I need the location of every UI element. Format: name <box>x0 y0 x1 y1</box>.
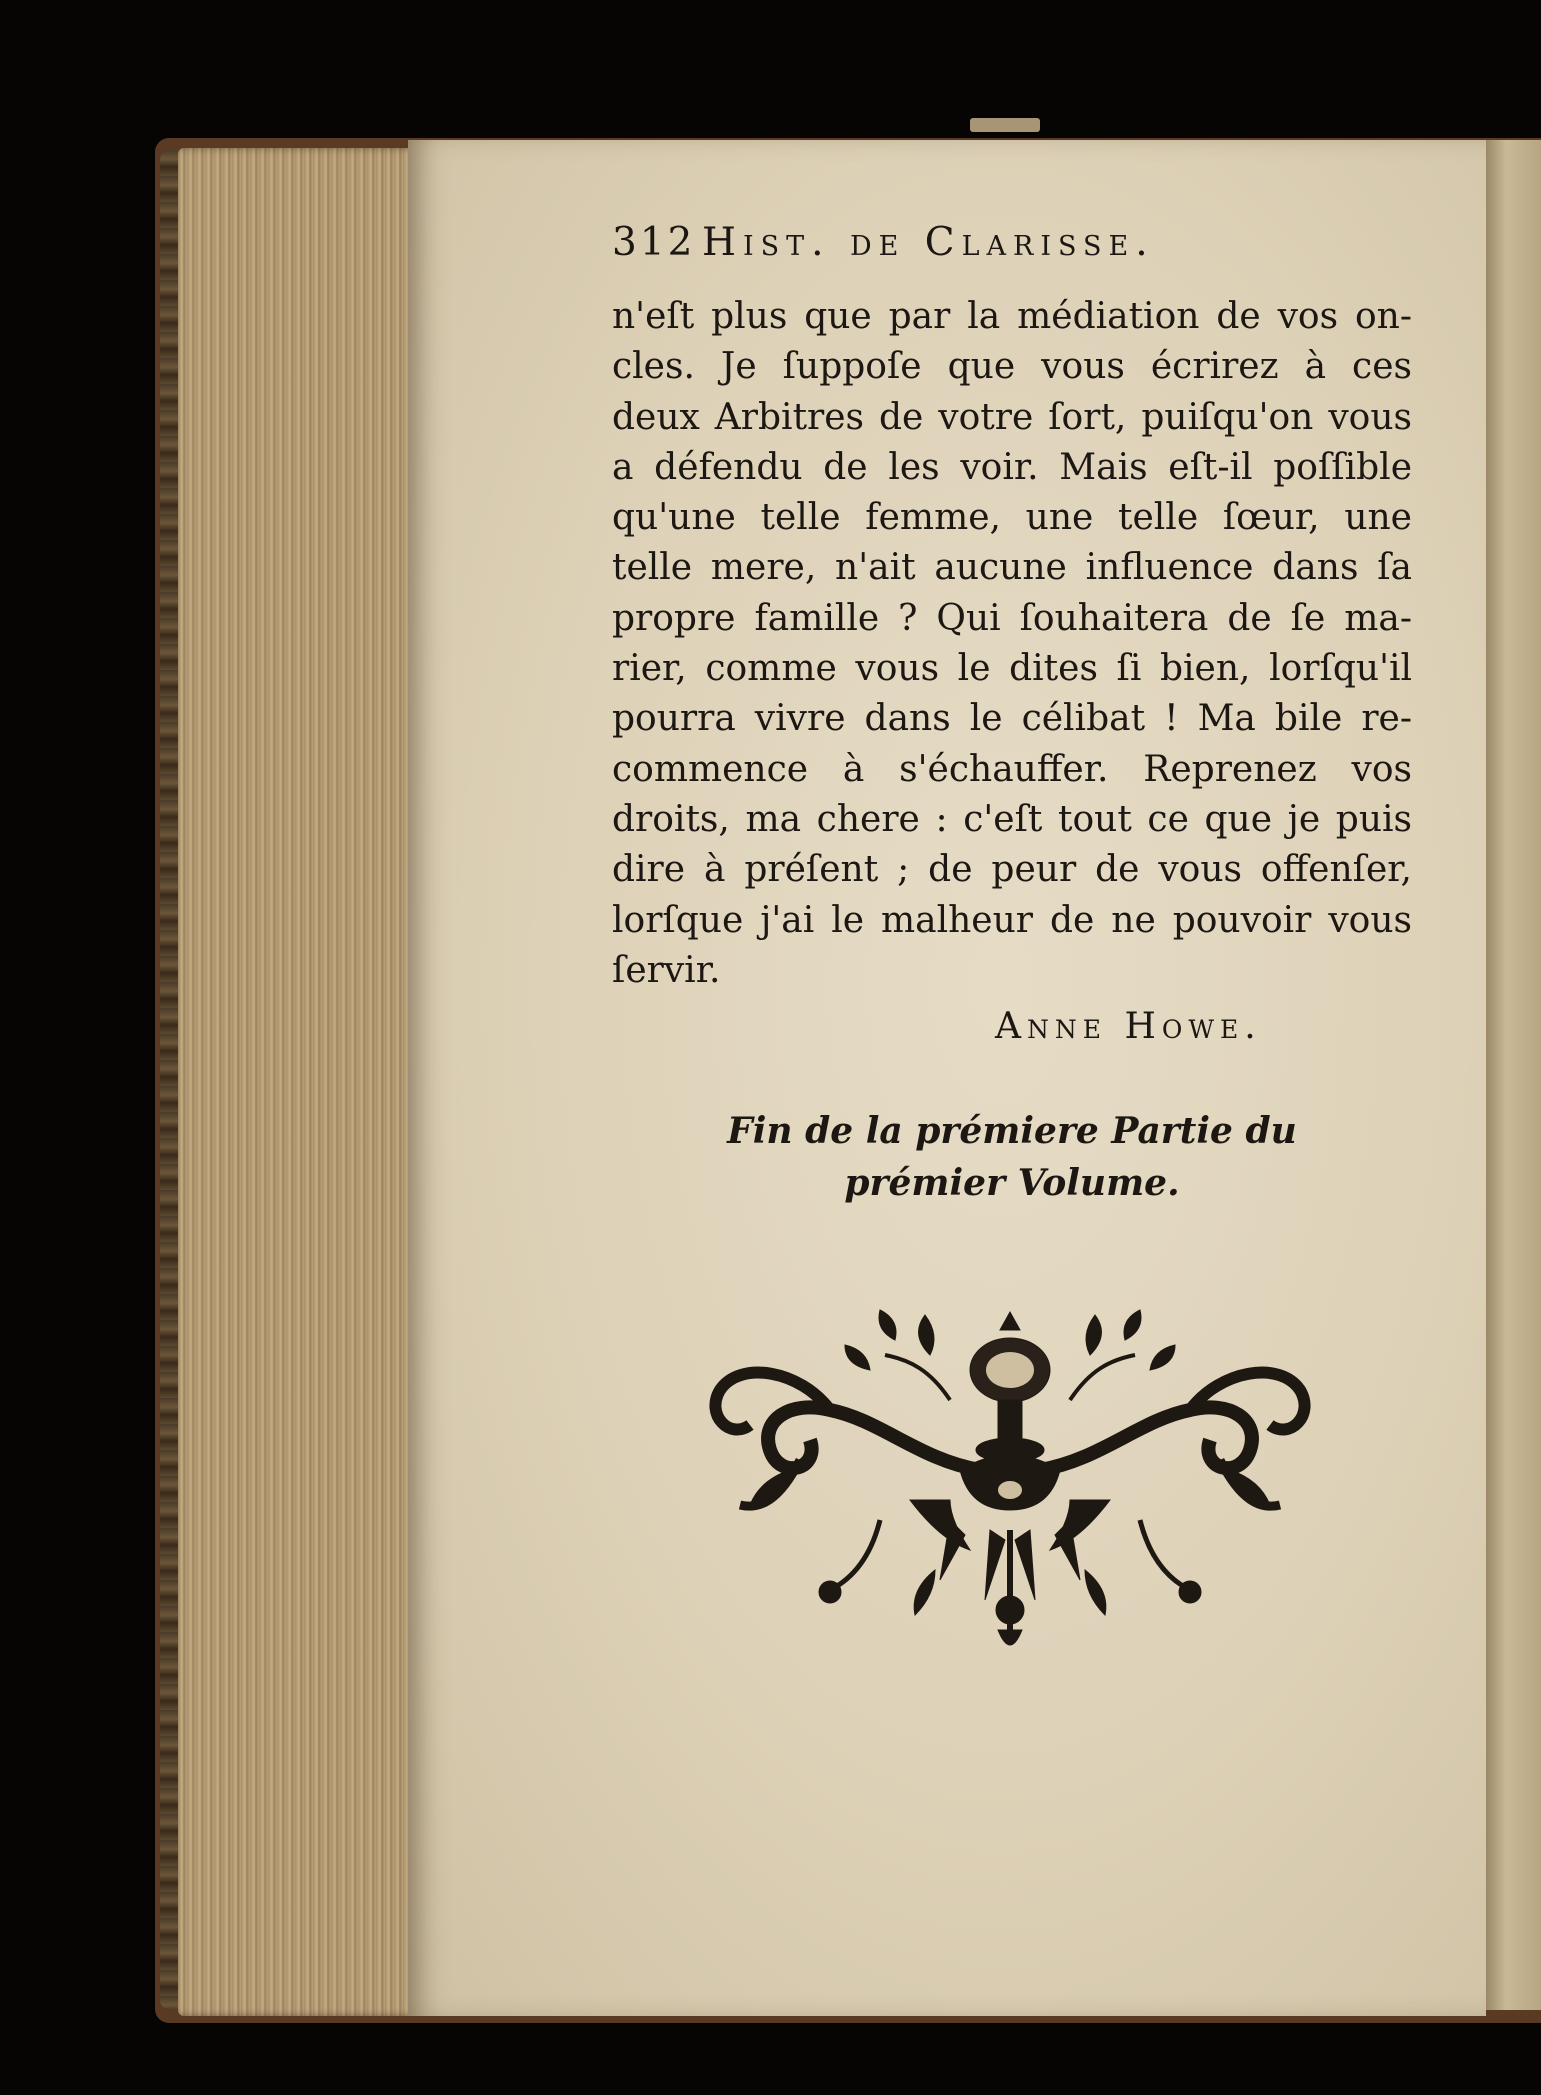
page-stack-edge <box>178 148 418 2016</box>
text-line: cles. Je ſuppoſe que vous écrirez à ces <box>612 346 1412 388</box>
text-line: rier, comme vous le dites ſi bien, lorſqu'il <box>612 648 1412 690</box>
tailpiece-ornament-icon <box>680 1300 1340 1690</box>
part-end-note <box>612 1105 1412 1209</box>
bookmark-ribbon <box>970 118 1040 132</box>
running-title: Hist. de Clarisse. <box>702 220 1155 265</box>
text-line: commence à s'échauffer. Reprenez vos <box>612 748 1412 790</box>
text-line: qu'une telle femme, une telle ſœur, une <box>612 497 1412 539</box>
part-end-line-2: prémier Volume. <box>844 1162 1180 1204</box>
facing-page-edge <box>1484 140 1541 2010</box>
text-line: droits, ma chere : c'eſt tout ce que je puis <box>612 798 1412 840</box>
part-end-line-1: Fin de la prémiere Partie du <box>727 1110 1297 1152</box>
text-line: ſervir. <box>612 949 721 991</box>
text-line: pourra vivre dans le célibat ! Ma bile re- <box>612 698 1412 740</box>
text-line: dire à préſent ; de peur de vous offenſer, <box>612 849 1412 891</box>
text-line: telle mere, n'ait aucune influence dans ſa <box>612 547 1412 589</box>
running-header <box>612 220 1332 270</box>
body-text <box>612 292 1412 996</box>
page-number: 312 <box>612 220 696 265</box>
text-line: n'eſt plus que par la médiation de vos on- <box>612 296 1412 337</box>
text-line: lorſque j'ai le malheur de ne pouvoir vous <box>612 899 1412 941</box>
text-line: a défendu de les voir. Mais eſt-il poſſible <box>612 446 1412 488</box>
text-line: propre famille ? Qui ſouhaitera de ſe ma- <box>612 597 1412 639</box>
text-line: deux Arbitres de votre ſort, puiſqu'on vous <box>612 396 1412 438</box>
letter-signature: Anne Howe. <box>995 1006 1262 1047</box>
